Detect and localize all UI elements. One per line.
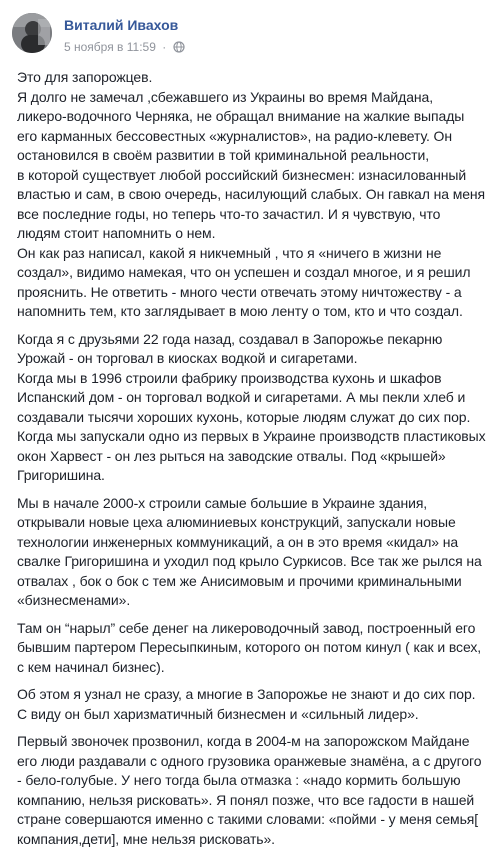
text-line: свалке Григоришина и уходил под крыло Суркисов. Все так же рылся на bbox=[17, 553, 482, 569]
text-line: Когда я с друзьями 22 года назад, создавал в Запорожье пекарню bbox=[17, 330, 443, 347]
text-line: Первый звоночек прозвонил, когда в 2004-м на запорожском Майдане bbox=[17, 733, 470, 749]
post-timestamp[interactable]: 5 ноября в 11:59 bbox=[64, 39, 156, 54]
post-meta bbox=[64, 39, 185, 54]
text-line: прояснить. Не ответить - много чести отвечать этому ничтожеству - а bbox=[17, 283, 462, 300]
meta-separator: · bbox=[162, 39, 167, 54]
text-line: технологии инженерных коммуникаций, а он в это время «кидал» на bbox=[17, 533, 459, 550]
text-line: открывали новые цеха алюминиевых конструкций, запускали новые bbox=[17, 514, 456, 530]
post-text bbox=[17, 68, 487, 857]
post-paragraph bbox=[17, 619, 487, 678]
text-line: остановился в своём развитии в той криминальной реальности, bbox=[17, 147, 429, 163]
text-line: с кем начинал бизнес). bbox=[17, 658, 165, 675]
text-line: «бизнесменами». bbox=[17, 592, 131, 608]
text-line: Мы в начале 2000-х строили самые большие в Украине здания, bbox=[17, 494, 428, 511]
text-line: Когда мы запускали одно из первых в Украине производств пластиковых bbox=[17, 428, 486, 444]
text-line: компанию, нельзя рисковать». Я понял позже, что все гадости в нашей bbox=[17, 791, 475, 808]
text-line: Я долго не замечал ,сбежавшего из Украины во время Майдана, bbox=[17, 88, 433, 105]
text-line: Это для запорожцев. bbox=[17, 69, 153, 85]
text-line: Там он “нарыл” себе денег на ликероводочный завод, построенный его bbox=[17, 619, 476, 636]
text-line: Григоришина. bbox=[17, 467, 105, 483]
text-line: - бело-голубые. У него тогда была отмазка : «надо кормить большую bbox=[17, 772, 461, 788]
author-name[interactable]: Виталий Ивахов bbox=[64, 17, 179, 33]
text-line: Он как раз написал, какой я никчемный , что я «ничего в жизни не bbox=[17, 244, 442, 261]
text-line: стране совершаются именно с такими словами: «пойми - у меня семья[ bbox=[17, 811, 479, 827]
text-line: ликеро-водочного Черняка, не обращал внимание на жалкие выпады bbox=[17, 108, 465, 124]
text-line: создал», видимо намекая, что он успешен и создал многое, и я решил bbox=[17, 264, 471, 280]
text-line: его люди раздавали с одного грузовика оранжевые знамёна, а с другого bbox=[17, 752, 482, 769]
text-line: напомнить тем, кто заглядывает в мою ленту о том, кто и что создал. bbox=[17, 303, 463, 319]
post-paragraph bbox=[17, 494, 487, 611]
text-line: С виду он был харизматичный бизнесмен и «сильный лидер». bbox=[17, 705, 419, 722]
globe-icon[interactable] bbox=[173, 41, 185, 53]
text-line: его карманных бессовестных «журналистов», на радио-клевету. Он bbox=[17, 127, 452, 144]
text-line: окон Харвест - он лез рыться на заводские отвалы. Под «крышей» bbox=[17, 447, 446, 464]
text-line: Испанский дом - он торговал водкой и сигаретами. А мы пекли хлеб и bbox=[17, 389, 466, 405]
text-line: Об этом я узнал не сразу, а многие в Запорожье не знают и до сих пор. bbox=[17, 686, 476, 702]
text-line: Урожай - он торговал в киосках водкой и сигаретами. bbox=[17, 350, 358, 366]
text-line: бывшим партером Пересыпкиным, которого он потом кинул ( как и всех, bbox=[17, 639, 482, 655]
post-paragraph bbox=[17, 68, 487, 322]
post-paragraph bbox=[17, 685, 487, 724]
post-paragraph bbox=[17, 732, 487, 849]
text-line: все последние годы, но теперь что-то зачастил. И я чувствую, что bbox=[17, 205, 441, 222]
text-line: властью и сам, в свою очередь, насилующий слабых. Он гавкал на меня bbox=[17, 186, 486, 202]
text-line: Когда мы в 1996 строили фабрику производства кухонь и шкафов bbox=[17, 369, 442, 386]
text-line: людям стоит напомнить о нем. bbox=[17, 225, 216, 241]
profile-photo bbox=[12, 13, 52, 53]
text-line: отвалах , бок о бок с тем же Анисимовым и прочими криминальными bbox=[17, 572, 462, 589]
author-avatar[interactable] bbox=[12, 13, 52, 53]
text-line: создавали тысячи хороших кухонь, которые людям служат до сих пор. bbox=[17, 408, 471, 425]
text-line: в которой существует любой российский бизнесмен: изнасилованный bbox=[17, 166, 467, 183]
text-line: компания,дети], мне нельзя рисковать». bbox=[17, 830, 275, 847]
post-paragraph bbox=[17, 330, 487, 486]
